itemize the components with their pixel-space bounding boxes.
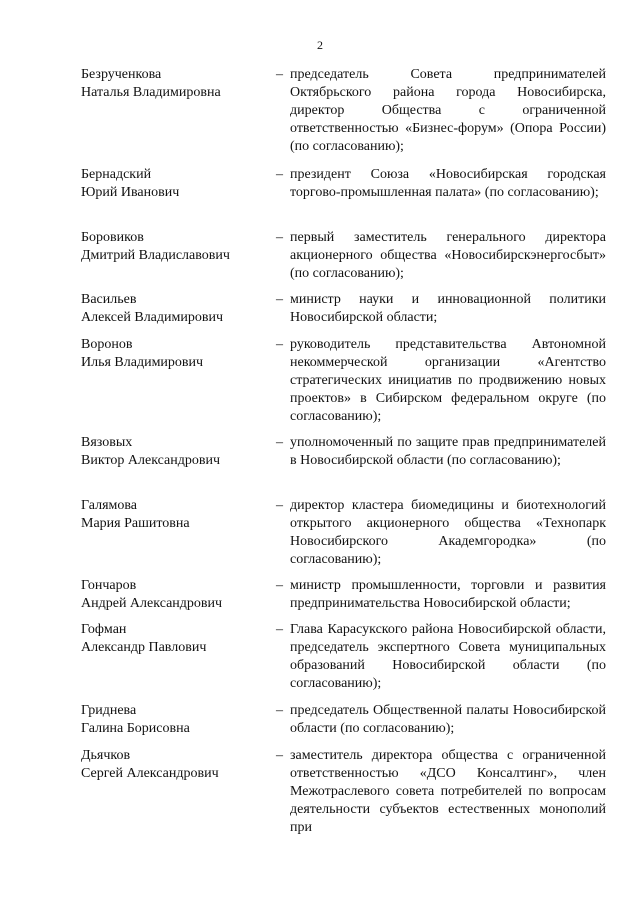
dash-separator: –: [276, 292, 283, 307]
member-surname: Гриднева: [81, 703, 137, 718]
dash-separator: –: [276, 230, 283, 245]
dash-separator: –: [276, 703, 283, 718]
member-surname: Безрученкова: [81, 67, 162, 82]
member-role: министр промышленности, торговли и развития предпринимательства Новосибирской области;: [290, 578, 606, 611]
member-name: [81, 336, 271, 372]
member-surname: Гончаров: [81, 578, 137, 593]
member-surname: Галямова: [81, 498, 138, 513]
member-role: заместитель директора общества с ограниченной ответственностью «ДСО Консалтинг», член Межотраслевого совета потребителей по вопросам деятельности субъектов естественных монополий при: [290, 748, 606, 835]
member-surname: Вязовых: [81, 435, 133, 450]
member-role: директор кластера биомедицины и биотехнологий открытого акционерного общества «Технопарк Новосибирского Академгородка» (по согласованию);: [290, 498, 606, 567]
member-role: президент Союза «Новосибирская городская торгово-промышленная палата» (по согласованию);: [290, 167, 606, 200]
member-role: председатель Совета предпринимателей Октябрьского района города Новосибирска, директор Общества с ограниченной ответственностью «Бизнес-форум» (Опора России) (по согласованию);: [290, 67, 606, 154]
member-given-names: Галина Борисовна: [81, 721, 190, 736]
member-name: [81, 577, 271, 613]
member-surname: Бернадский: [81, 167, 152, 182]
member-role: первый заместитель генерального директора акционерного общества «Новосибирскэнергосбыт» (по согласованию);: [290, 230, 606, 281]
member-role: председатель Общественной палаты Новосибирской области (по согласованию);: [290, 703, 606, 736]
member-name: [81, 434, 271, 470]
member-name: [81, 497, 271, 533]
dash-separator: –: [276, 167, 283, 182]
member-surname: Васильев: [81, 292, 137, 307]
member-given-names: Алексей Владимирович: [81, 310, 224, 325]
member-given-names: Наталья Владимировна: [81, 85, 221, 100]
member-surname: Воронов: [81, 337, 133, 352]
member-given-names: Александр Павлович: [81, 640, 207, 655]
member-given-names: Юрий Иванович: [81, 185, 180, 200]
member-name: [81, 747, 271, 783]
member-name: [81, 291, 271, 327]
member-role: министр науки и инновационной политики Новосибирской области;: [290, 292, 606, 325]
member-given-names: Дмитрий Владиславович: [81, 248, 230, 263]
member-given-names: Илья Владимирович: [81, 355, 204, 370]
dash-separator: –: [276, 435, 283, 450]
member-name: [81, 66, 271, 102]
member-given-names: Мария Рашитовна: [81, 516, 190, 531]
dash-separator: –: [276, 337, 283, 352]
member-surname: Дьячков: [81, 748, 131, 763]
member-given-names: Виктор Александрович: [81, 453, 221, 468]
member-role: Глава Карасукского района Новосибирской области, председатель экспертного Совета муниципальных образований Новосибирской области (по согласованию);: [290, 622, 606, 691]
member-role: руководитель представительства Автономной некоммерческой организации «Агентство стратегических инициатив по продвижению новых проектов» в Сибирском федеральном округе (по согласованию);: [290, 337, 606, 424]
member-role: уполномоченный по защите прав предпринимателей в Новосибирской области (по согласованию);: [290, 435, 606, 468]
page-number: 2: [317, 38, 323, 52]
member-surname: Гофман: [81, 622, 127, 637]
member-name: [81, 166, 271, 202]
dash-separator: –: [276, 578, 283, 593]
member-name: [81, 621, 271, 657]
member-surname: Боровиков: [81, 230, 144, 245]
dash-separator: –: [276, 498, 283, 513]
dash-separator: –: [276, 748, 283, 763]
member-name: [81, 702, 271, 738]
dash-separator: –: [276, 67, 283, 82]
dash-separator: –: [276, 622, 283, 637]
member-name: [81, 229, 271, 265]
member-given-names: Андрей Александрович: [81, 596, 223, 611]
member-given-names: Сергей Александрович: [81, 766, 219, 781]
